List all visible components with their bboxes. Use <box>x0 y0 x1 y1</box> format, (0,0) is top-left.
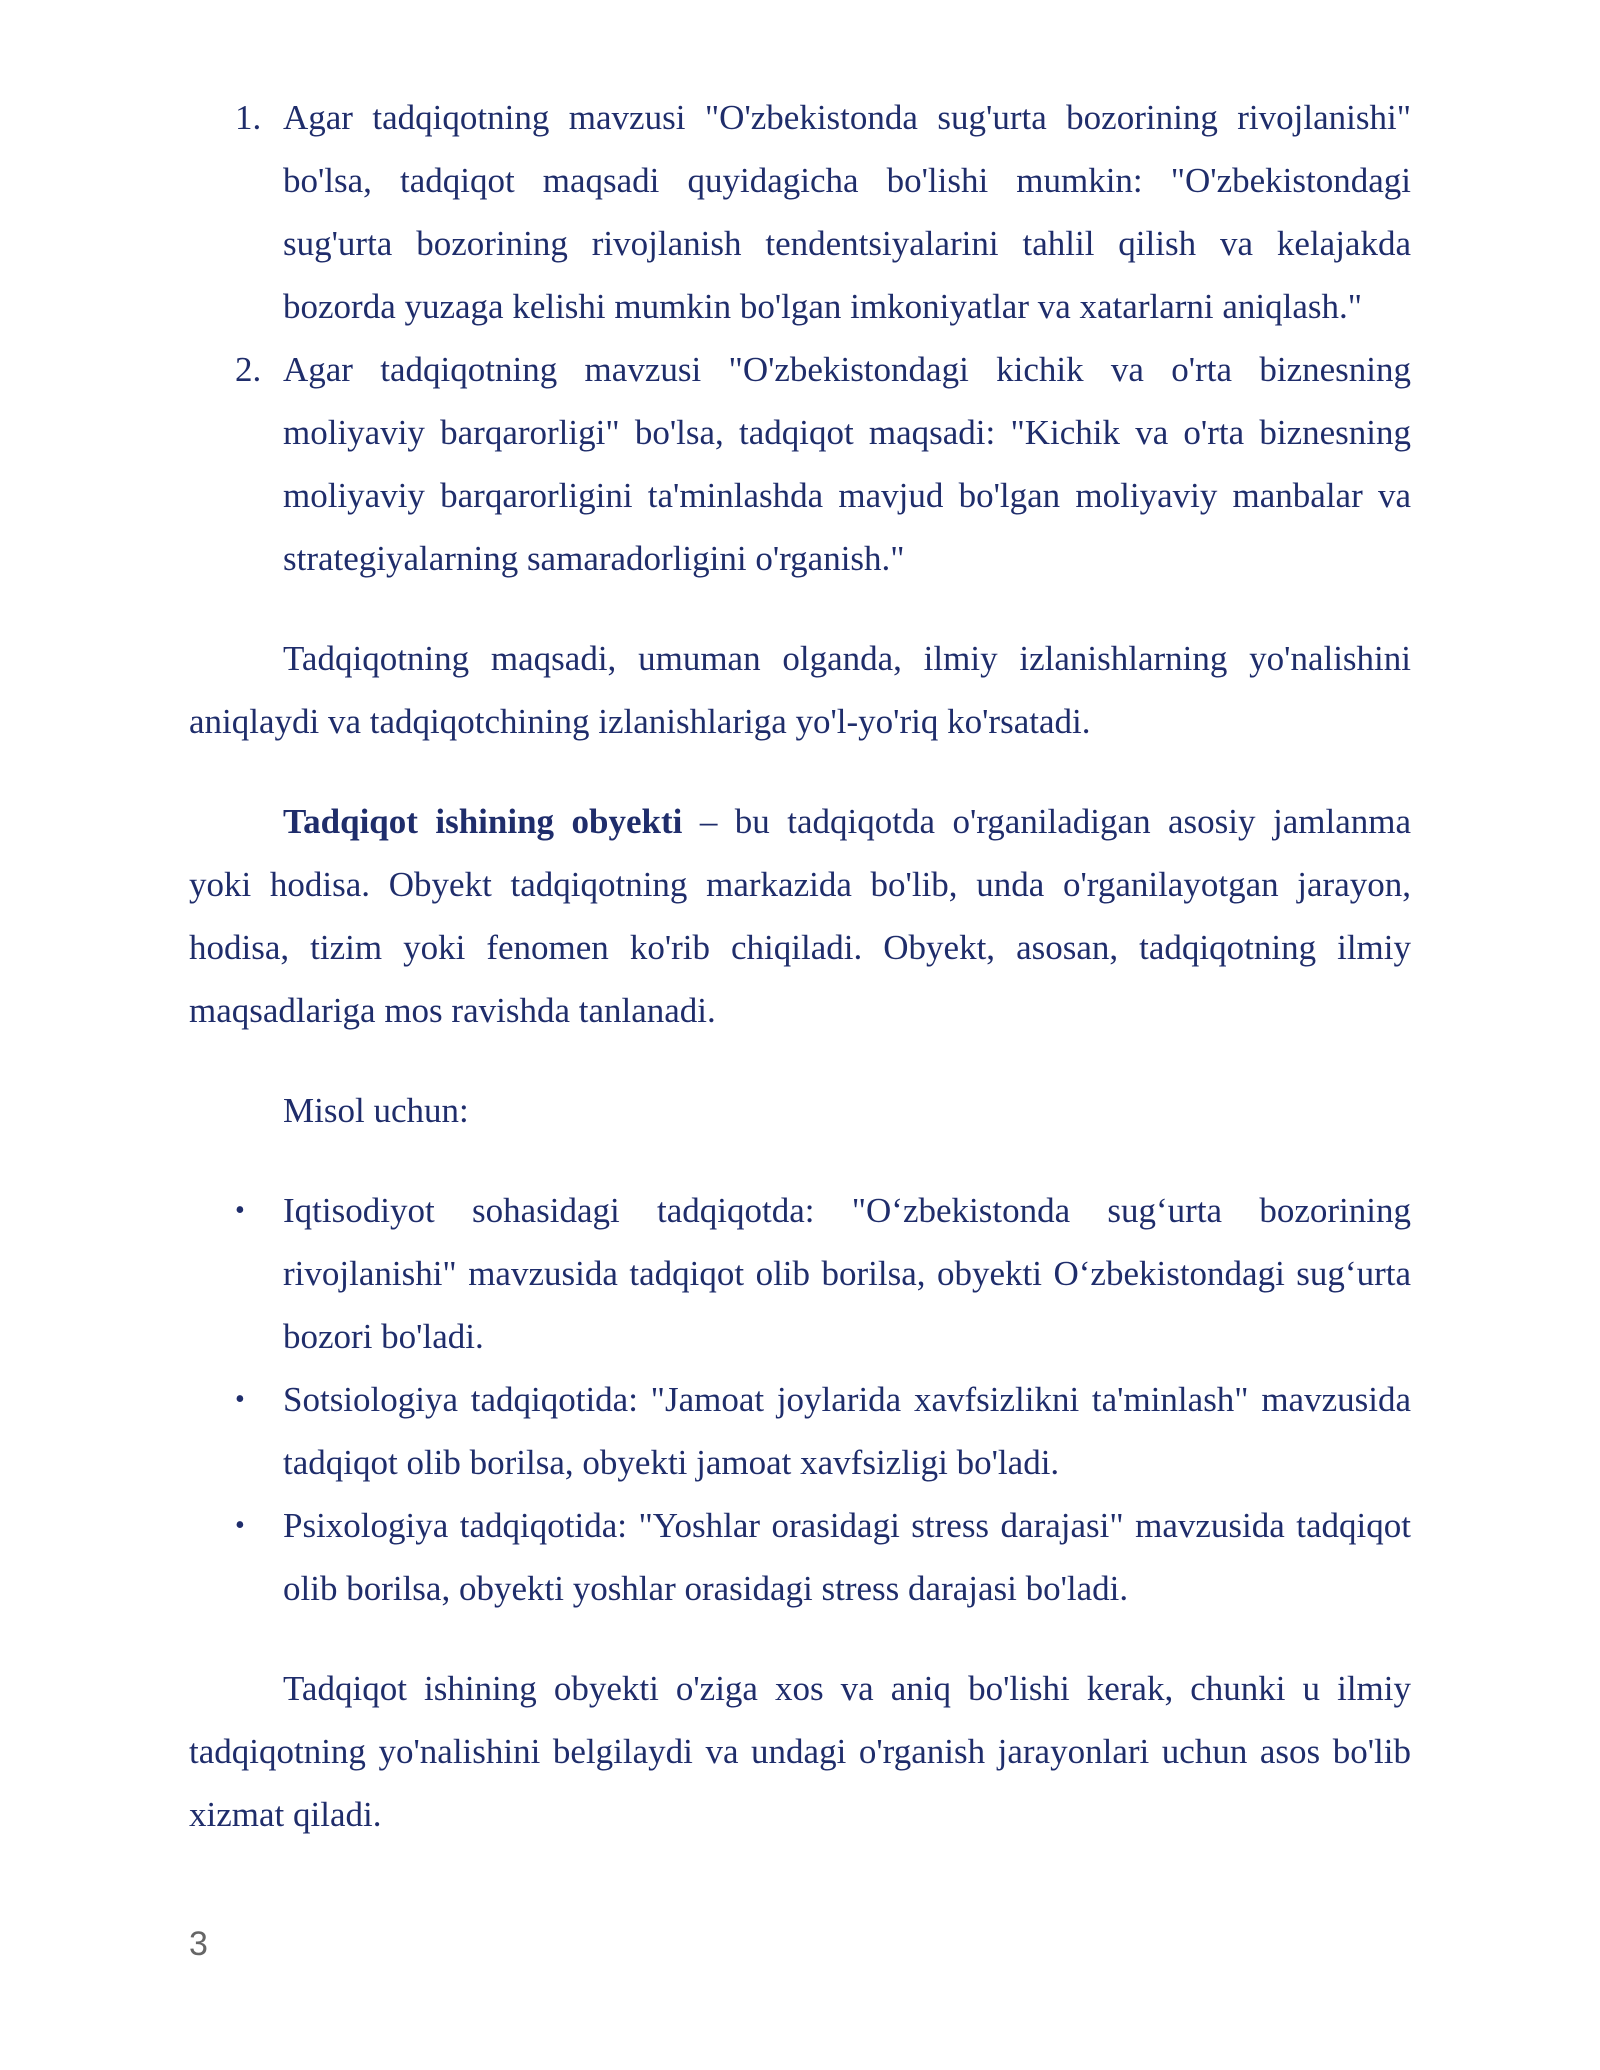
bullet-list <box>189 1179 1411 1620</box>
list-item-text: Agar tadqiqotning mavzusi "O'zbekistonda sug'urta bozorining rivojlanishi" bo'lsa, tadqiqot maqsadi quyidagicha bo'lishi mumkin: "O'zbekistondagi sug'urta bozorining rivojlanish tendentsiyalarini tahlil qilish va kelajakda bozorda yuzaga kelishi mumkin bo'lgan imkoniyatlar va xatarlarni aniqlash." <box>283 98 1411 326</box>
bullet-item-text: Psixologiya tadqiqotida: "Yoshlar orasidagi stress darajasi" mavzusida tadqiqot olib borilsa, obyekti yoshlar orasidagi stress darajasi bo'ladi. <box>283 1506 1411 1608</box>
list-number: 1. <box>235 98 262 137</box>
object-term: Tadqiqot ishining obyekti <box>283 802 683 841</box>
bullet-list-item <box>189 1494 1411 1620</box>
numbered-list-item <box>189 338 1411 590</box>
bullet-icon: • <box>235 1510 245 1541</box>
document-page <box>189 86 1411 1846</box>
object-definition-text: bu tadqiqotda o'rganiladigan asosiy jamlanma yoki hodisa. Obyekt tadqiqotning markazida bo'lib, unda o'rganilayotgan jarayon, hodisa, tizim yoki fenomen ko'rib chiqiladi. Obyekt, asosan, tadqiqotning ilmiy maqsadlariga mos ravishda tanlanadi. <box>189 802 1411 1030</box>
paragraph-object-definition <box>189 790 1411 1042</box>
bullet-list-item <box>189 1368 1411 1494</box>
object-dash: – <box>682 802 735 841</box>
bullet-list-item <box>189 1179 1411 1368</box>
paragraph-conclusion: Tadqiqot ishining obyekti o'ziga xos va aniq bo'lishi kerak, chunki u ilmiy tadqiqotning yo'nalishini belgilaydi va undagi o'rganish jarayonlari uchun asos bo'lib xizmat qiladi. <box>189 1669 1411 1834</box>
bullet-item-text: Sotsiologiya tadqiqotida: "Jamoat joylarida xavfsizlikni ta'minlash" mavzusida tadqiqot olib borilsa, obyekti jamoat xavfsizligi bo'ladi. <box>283 1380 1411 1482</box>
bullet-item-text: Iqtisodiyot sohasidagi tadqiqotda: "O‘zbekistonda sug‘urta bozorining rivojlanishi" mavzusida tadqiqot olib borilsa, obyekti O‘zbekistondagi sug‘urta bozori bo'ladi. <box>283 1191 1411 1356</box>
example-label: Misol uchun: <box>283 1091 469 1130</box>
paragraph-purpose: Tadqiqotning maqsadi, umuman olganda, ilmiy izlanishlarning yo'nalishini aniqlaydi va tadqiqotchining izlanishlariga yo'l-yo'riq ko'rsatadi. <box>189 639 1411 741</box>
list-item-text: Agar tadqiqotning mavzusi "O'zbekistondagi kichik va o'rta biznesning moliyaviy barqarorligi" bo'lsa, tadqiqot maqsadi: "Kichik va o'rta biznesning moliyaviy barqarorligini ta'minlashda mavjud bo'lgan moliyaviy manbalar va strategiyalarning samaradorligini o'rganish." <box>283 350 1411 578</box>
numbered-list <box>189 86 1411 590</box>
page-number: 3 <box>189 1925 208 1963</box>
numbered-list-item <box>189 86 1411 338</box>
list-number: 2. <box>235 350 262 389</box>
bullet-icon: • <box>235 1195 245 1226</box>
bullet-icon: • <box>235 1384 245 1415</box>
